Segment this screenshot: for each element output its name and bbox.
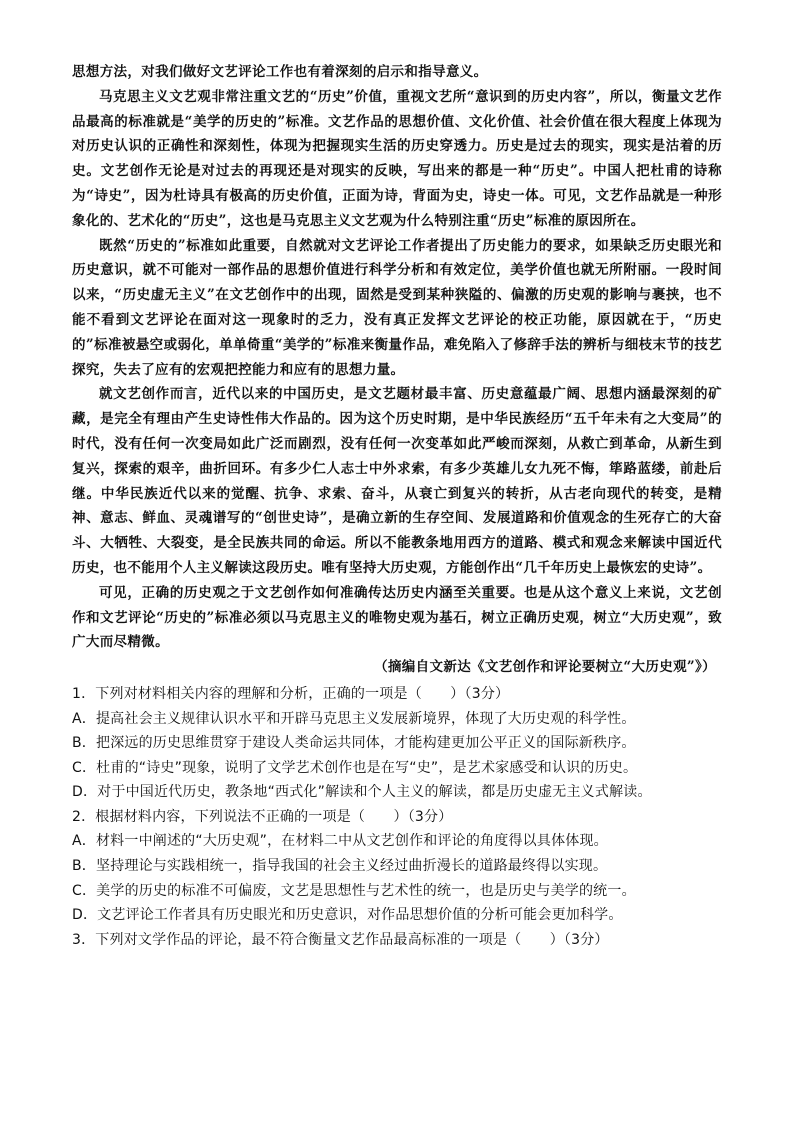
passage-paragraph: 马克思主义文艺观非常注重文艺的“历史”价值，重视文艺所“意识到的历史内容”，所以，衡量文艺作品最高的标准就是“美学的历史的”标准。文艺作品的思想价值、文化价值、社会价值在很大程度上体现为对历史认识的正确性和深刻性，体现为把握现实生活的历史穿透力。历史是过去的现实，现实是沽着的历史。文艺创作无论是对过去的再现还是对现实的反映，写出来的都是一种“历史”。中国人把杜甫的诗称为“诗史”，因为杜诗具有极高的历史价值，正面为诗，背面为史，诗史一体。可见，文艺作品就是一种形象化的、艺术化的“历史”，这也是马克思主义文艺观为什么特别注重“历史”标准的原因所在。 [72,88,722,229]
passage-source: （摘编自文新达《文艺创作和评论要树立“大历史观”》） [374,659,716,676]
passage-paragraph: 就文艺创作而言，近代以来的中国历史，是文艺题材最丰富、历史意蕴最广阔、思想内涵最深刻的矿藏，是完全有理由产生史诗性伟大作品的。因为这个历史时期，是中华民族经历“五千年未有之大变局”的时代，没有任何一次变局如此广泛而剧烈，没有任何一次变革如此严峻而深刻，从救亡到革命，从新生到复兴，探索的艰辛，曲折回环。有多少仁人志士中外求索，有多少英雄儿女九死不悔，筚路蓝缕，前赴后继。中华民族近代以来的觉醒、抗争、求索、奋斗，从衰亡到复兴的转折，从古老向现代的转变，是精神、意志、鲜血、灵魂谱写的“创世史诗”，是确立新的生存空间、发展道路和价值观念的生死存亡的大奋斗、大牺牲、大裂变，是全民族共同的命运。所以不能教条地用西方的道路、模式和观念来解读中国近代历史，也不能用个人主义解读这段历史。唯有坚持大历史观，方能创作出“几千年历史上最恢宏的史诗”。 [72,386,722,576]
question-1-stem: 1．下列对材料相关内容的理解和分析，正确的一项是（ ）（3分） [72,685,510,702]
question-3-stem: 3．下列对文学作品的评论，最不符合衡量文艺作品最高标准的一项是（ ）（3分） [72,931,609,948]
question-list [72,682,722,953]
passage-paragraph: 思想方法，对我们做好文艺评论工作也有着深刻的启示和指导意义。 [72,64,488,80]
reading-passage [72,60,722,680]
question-2-option-c: C．美学的历史的标准不可偏废，文艺是思想性与艺术性的统一，也是历史与美学的统一。 [72,882,636,899]
question-1-option-c: C．杜甫的“诗史”现象，说明了文学艺术创作也是在写“史”，是艺术家感受和认识的历史。 [72,759,638,776]
question-1-option-a: A．提高社会主义规律认识水平和开辟马克思主义发展新境界，体现了大历史观的科学性。 [72,710,636,727]
question-2-option-b: B．坚持理论与实践相统一，指导我国的社会主义经过曲折漫长的道路最终得以实现。 [72,858,608,875]
passage-paragraph: 可见，正确的历史观之于文艺创作如何准确传达历史内涵至关重要。也是从这个意义上来说，文艺创作和文艺评论“历史的”标准必须以马克思主义的唯物史观为基石，树立正确历史观，树立“大历史观”，致广大而尽精微。 [72,584,722,651]
passage-paragraph: 既然“历史的”标准如此重要，自然就对文艺评论工作者提出了历史能力的要求，如果缺乏历史眼光和历史意识，就不可能对一部作品的思想价值进行科学分析和有效定位，美学价值也就无所附丽。一段时间以来，“历史虚无主义”在文艺创作中的出现，固然是受到某种狭隘的、偏激的历史观的影响与裹挟，也不能不看到文艺评论在面对这一现象时的乏力，没有真正发挥文艺评论的校正功能，原因就在于，“历史的”标准被悬空或弱化，单单倚重“美学的”标准来衡量作品，难免陷入了修辞手法的辨析与细枝末节的技艺探究，失去了应有的宏观把控能力和应有的思想力量。 [72,237,722,378]
question-1-option-b: B．把深远的历史思维贯穿于建设人类命运共同体，才能构建更加公平正义的国际新秩序。 [72,735,636,752]
question-1-option-d: D．对于中国近代历史，教条地“西式化”解读和个人主义的解读，都是历史虚无主义式解读。 [72,784,652,801]
question-2-stem: 2．根据材料内容，下列说法不正确的一项是（ ）（3分） [72,808,453,825]
exam-page [72,60,722,952]
question-2-option-d: D．文艺评论工作者具有历史眼光和历史意识，对作品思想价值的分析可能会更加科学。 [72,907,623,924]
question-2-option-a: A．材料一中阐述的“大历史观”，在材料二中从文艺创作和评论的角度得以具体体现。 [72,833,608,850]
